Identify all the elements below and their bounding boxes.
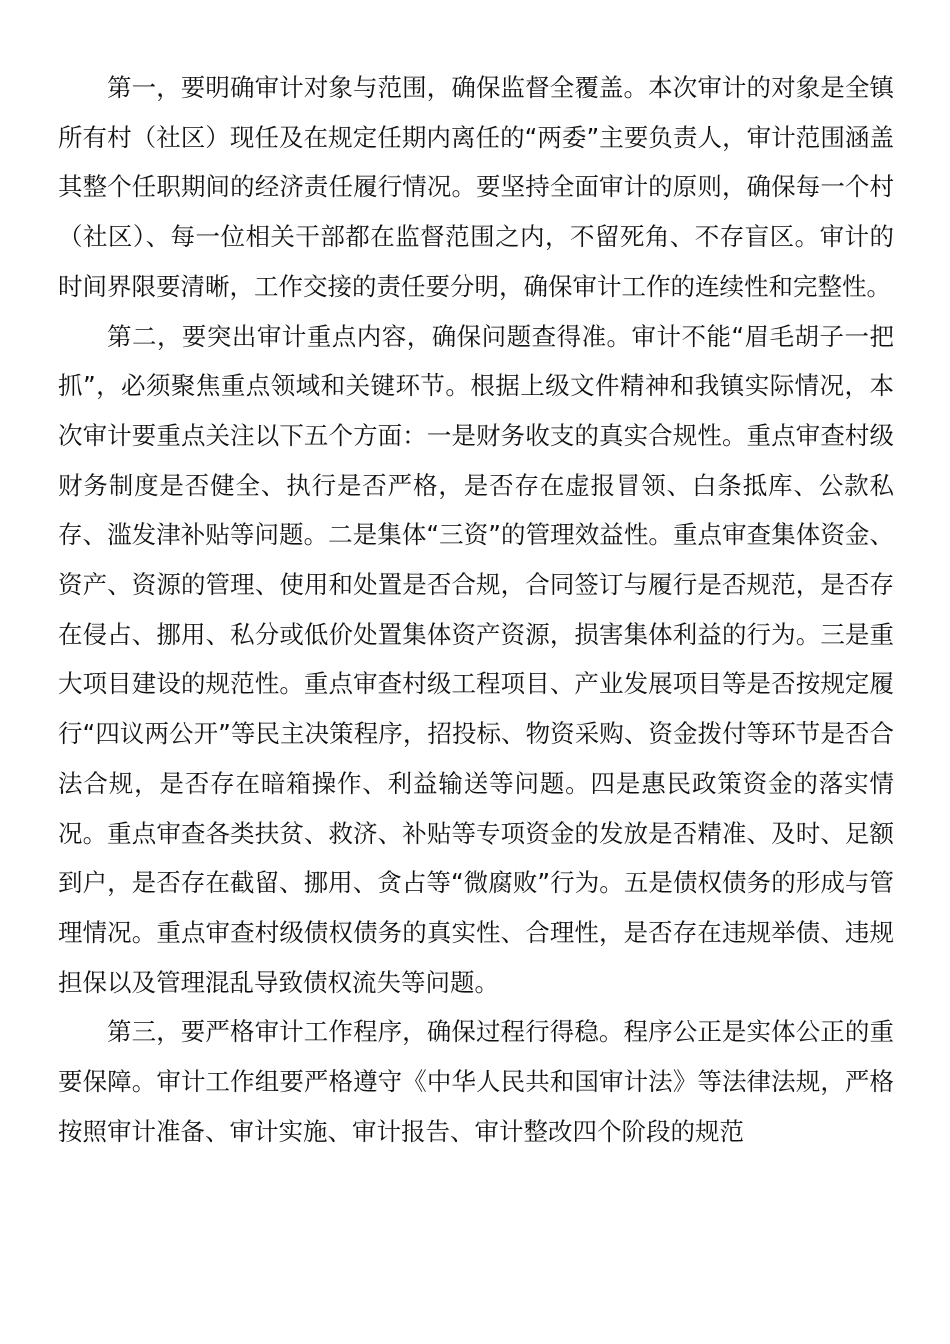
paragraph-procedure: 第三，要严格审计工作程序，确保过程行得稳。程序公正是实体公正的重要保障。审计工作组要严格遵守《中华人民共和国审计法》等法律法规，严格按照审计准备、审计实施、审计报告、审计整改四个阶段的规范 <box>58 1017 894 1146</box>
paragraph-key-content: 第二，要突出审计重点内容，确保问题查得准。审计不能“眉毛胡子一把抓”，必须聚焦重点领域和关键环节。根据上级文件精神和我镇实际情况，本次审计要重点关注以下五个方面：一是财务收支的真实合规性。重点审查村级财务制度是否健全、执行是否严格，是否存在虚报冒领、白条抵库、公款私存、滥发津补贴等问题。二是集体“三资”的管理效益性。重点审查集体资金、资产、资源的管理、使用和处置是否合规，合同签订与履行是否规范，是否存在侵占、挪用、私分或低价处置集体资产资源，损害集体利益的行为。三是重大项目建设的规范性。重点审查村级工程项目、产业发展项目等是否按规定履行“四议两公开”等民主决策程序，招投标、物资采购、资金拨付等环节是否合法合规，是否存在暗箱操作、利益输送等问题。四是惠民政策资金的落实情况。重点审查各类扶贫、救济、补贴等专项资金的发放是否精准、及时、足额到户，是否存在截留、挪用、贪占等“微腐败”行为。五是债权债务的形成与管理情况。重点审查村级债权债务的真实性、合理性，是否存在违规举债、违规担保以及管理混乱导致债权流失等问题。 <box>58 321 894 997</box>
document-body <box>58 63 894 1156</box>
paragraph-scope: 第一，要明确审计对象与范围，确保监督全覆盖。本次审计的对象是全镇所有村（社区）现任及在规定任期内离任的“两委”主要负责人，审计范围涵盖其整个任职期间的经济责任履行情况。要坚持全面审计的原则，确保每一个村（社区）、每一位相关干部都在监督范围之内，不留死角、不存盲区。审计的时间界限要清晰，工作交接的责任要分明，确保审计工作的连续性和完整性。 <box>58 73 894 301</box>
